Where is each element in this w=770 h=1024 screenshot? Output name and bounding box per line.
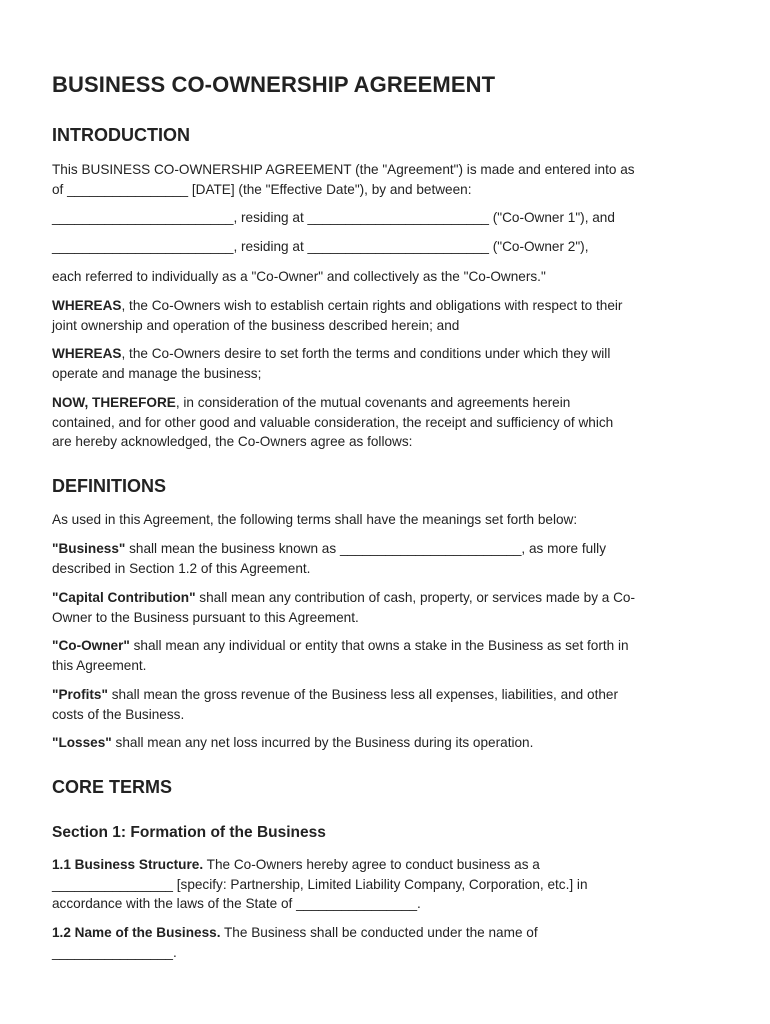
definition-capital-contribution [52, 588, 722, 627]
section-1-2-label: 1.2 Name of the Business. [52, 925, 221, 940]
section-1-2-text-2: ________________. [52, 944, 177, 960]
whereas-2-text-2: operate and manage the business; [52, 365, 262, 381]
whereas-2-text: , the Co-Owners desire to set forth the terms and conditions under which they will [121, 346, 611, 361]
now-therefore-paragraph [52, 393, 722, 452]
document-title: BUSINESS CO-OWNERSHIP AGREEMENT [52, 72, 496, 97]
whereas-1-text-2: joint ownership and operation of the business described herein; and [52, 317, 460, 333]
section-1-2-paragraph [52, 923, 722, 962]
term-capital-contribution: "Capital Contribution" [52, 590, 196, 605]
core-terms-heading: CORE TERMS [52, 777, 173, 797]
definition-profits-text: shall mean the gross revenue of the Business less all expenses, liabilities, and other [107, 687, 619, 702]
section-1-1-text-2: ________________ [specify: Partnership, Limited Liability Company, Corporation, etc.] in [52, 876, 588, 892]
co-owner-1-line: ________________________, residing at ________________________ ("Co-Owner 1"), and [52, 210, 615, 225]
term-losses: "Losses" [52, 735, 112, 750]
section-1-1-paragraph [52, 855, 722, 914]
section-1-2-text: The Business shall be conducted under the name of [220, 925, 538, 940]
definition-losses-text: shall mean any net loss incurred by the Business during its operation. [111, 735, 534, 750]
now-therefore-text: , in consideration of the mutual covenants and agreements herein [175, 395, 571, 410]
section-1-1-label: 1.1 Business Structure. [52, 857, 204, 872]
definition-business [52, 539, 722, 578]
each-referred-paragraph: each referred to individually as a "Co-Owner" and collectively as the "Co-Owners." [52, 269, 546, 284]
co-owner-2-line: ________________________, residing at ________________________ ("Co-Owner 2"), [52, 239, 589, 254]
whereas-paragraph-1 [52, 296, 722, 335]
intro-line-1: This BUSINESS CO-OWNERSHIP AGREEMENT (the "Agreement") is made and entered into as [52, 162, 635, 177]
definition-capital-text: shall mean any contribution of cash, property, or services made by a Co- [195, 590, 636, 605]
introduction-heading: INTRODUCTION [52, 125, 190, 145]
whereas-1-text: , the Co-Owners wish to establish certain rights and obligations with respect to their [121, 298, 623, 313]
whereas-label: WHEREAS [52, 298, 122, 313]
definition-co-owner [52, 636, 722, 675]
definition-profits-text-2: costs of the Business. [52, 706, 185, 722]
definition-business-text: shall mean the business known as ________________________, as more fully [125, 541, 606, 556]
definitions-heading: DEFINITIONS [52, 476, 167, 496]
definition-business-text-2: described in Section 1.2 of this Agreement. [52, 560, 311, 576]
definition-profits [52, 685, 722, 724]
section-1-1-text-3: accordance with the laws of the State of ________________. [52, 896, 421, 911]
definition-co-owner-text-2: this Agreement. [52, 657, 147, 673]
section-1-1-text: The Co-Owners hereby agree to conduct business as a [203, 857, 540, 872]
whereas-label: WHEREAS [52, 346, 122, 361]
intro-line-2: of ________________ [DATE] (the "Effective Date"), by and between: [52, 181, 472, 197]
now-therefore-text-3: are hereby acknowledged, the Co-Owners agree as follows: [52, 434, 413, 449]
whereas-paragraph-2 [52, 344, 722, 383]
section-1-heading: Section 1: Formation of the Business [52, 824, 326, 841]
term-co-owner: "Co-Owner" [52, 638, 130, 653]
term-business: "Business" [52, 541, 126, 556]
definition-capital-text-2: Owner to the Business pursuant to this Agreement. [52, 609, 359, 625]
now-therefore-text-2: contained, and for other good and valuable consideration, the receipt and sufficiency of which [52, 414, 614, 430]
definition-co-owner-text: shall mean any individual or entity that owns a stake in the Business as set forth in [129, 638, 629, 653]
intro-paragraph [52, 160, 722, 199]
definition-losses [52, 733, 722, 753]
definitions-intro: As used in this Agreement, the following terms shall have the meanings set forth below: [52, 512, 578, 527]
now-therefore-label: NOW, THEREFORE [52, 395, 176, 410]
term-profits: "Profits" [52, 687, 108, 702]
